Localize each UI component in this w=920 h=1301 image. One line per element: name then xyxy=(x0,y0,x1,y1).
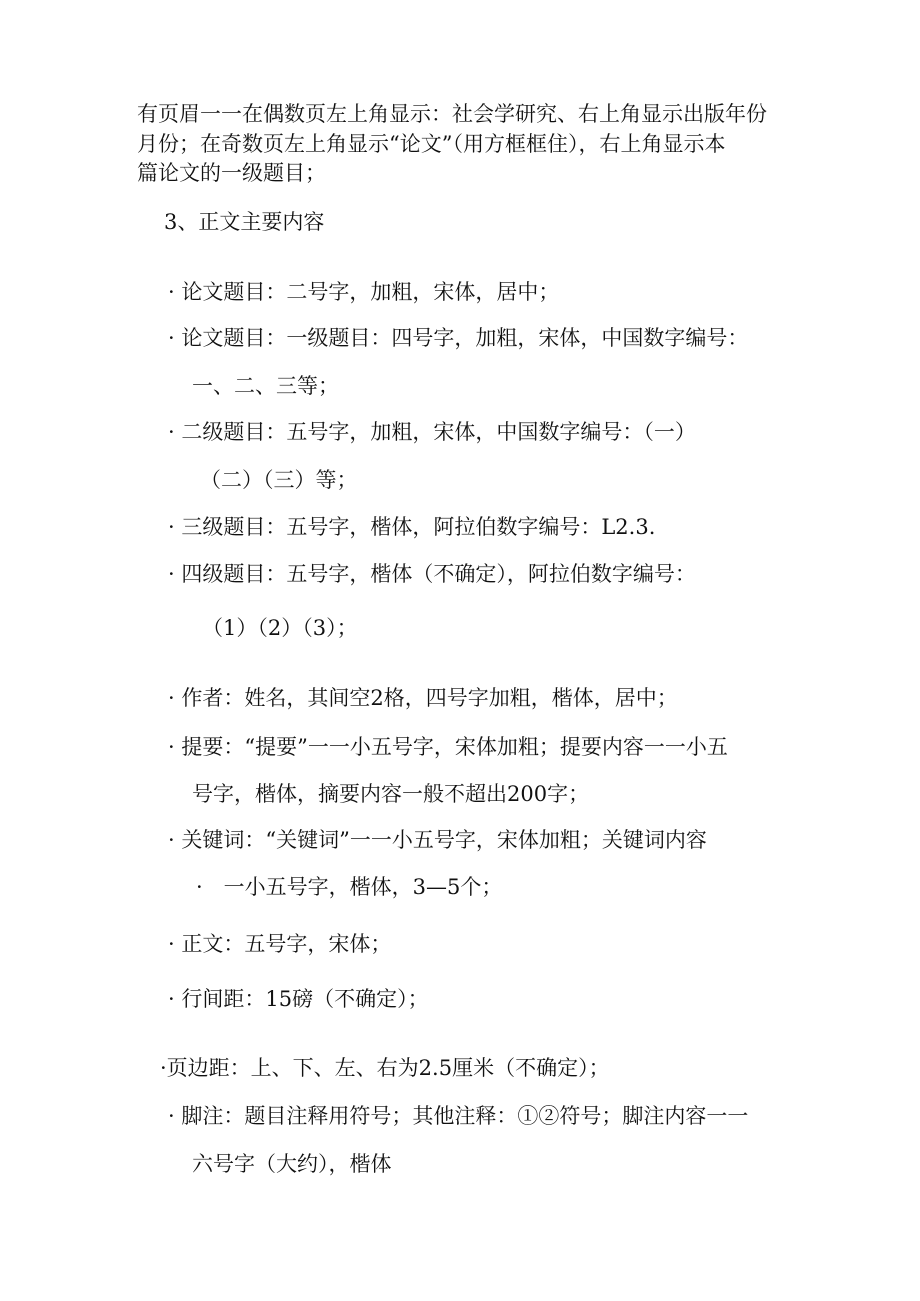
list-item-keywords-cont: · 一小五号字，楷体，3—5个； xyxy=(196,875,503,899)
list-item-level3-heading: · 三级题目：五号字，楷体，阿拉伯数字编号：L2.3. xyxy=(168,515,656,539)
section-heading: 3、正文主要内容 xyxy=(164,210,325,234)
list-item-line-spacing: · 行间距：15磅（不确定）； xyxy=(168,987,429,1011)
list-item-margins: ·页边距：上、下、左、右为2.5厘米（不确定）； xyxy=(160,1056,610,1080)
list-item-keywords: · 关键词：“关键词”一一小五号字，宋体加粗；关键词内容 xyxy=(168,828,707,852)
intro-line-3: 篇论文的一级题目； xyxy=(137,161,326,185)
intro-line-1: 有页眉一一在偶数页左上角显示：社会学研究、右上角显示出版年份 xyxy=(137,102,767,126)
list-item-level1-heading: · 论文题目：一级题目：四号字，加粗，宋体，中国数字编号： xyxy=(168,326,749,350)
list-item-abstract-cont: 号字，楷体，摘要内容一般不超出200字； xyxy=(192,782,590,806)
list-item-level2-heading-cont: （二）（三）等； xyxy=(200,468,358,492)
list-item-body-text: · 正文：五号字，宋体； xyxy=(168,932,392,956)
list-item-abstract: · 提要：“提要”一一小五号字，宋体加粗；提要内容一一小五 xyxy=(168,735,728,759)
list-item-level1-heading-cont: 一、二、三等； xyxy=(192,374,339,398)
list-item-level2-heading: · 二级题目：五号字，加粗，宋体，中国数字编号：（一） xyxy=(168,420,696,444)
list-item-footnotes-cont: 六号字（大约），楷体 xyxy=(192,1152,392,1176)
list-item-level4-heading: · 四级题目：五号字，楷体（不确定），阿拉伯数字编号： xyxy=(168,562,696,586)
list-item-paper-title: · 论文题目：二号字，加粗，宋体，居中； xyxy=(168,280,560,304)
list-item-footnotes: · 脚注：题目注释用符号；其他注释：①②符号；脚注内容一一 xyxy=(168,1104,749,1128)
list-item-level4-heading-cont: （1）（2）（3）； xyxy=(202,616,358,640)
intro-line-2: 月份；在奇数页左上角显示“论文”（用方框框住），右上角显示本 xyxy=(137,132,726,156)
list-item-author: · 作者：姓名，其间空2格，四号字加粗，楷体，居中； xyxy=(168,686,678,710)
